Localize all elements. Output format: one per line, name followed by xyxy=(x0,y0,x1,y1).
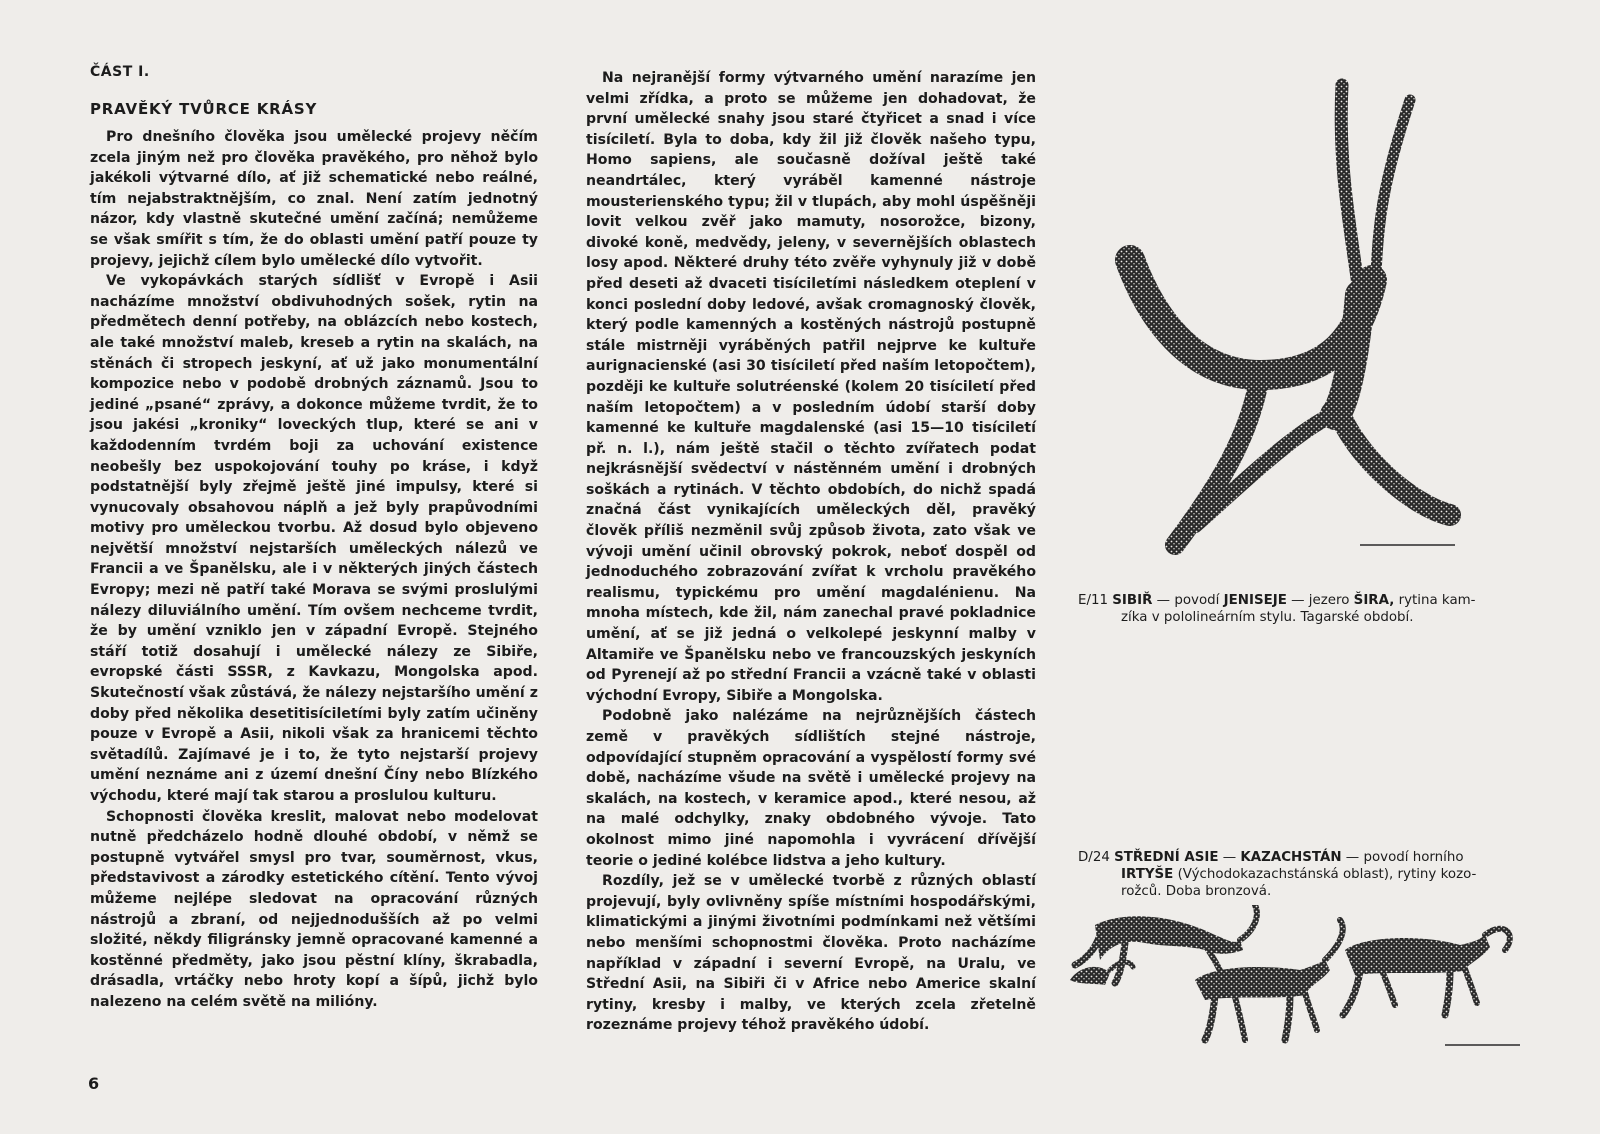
caption-place: SIBIŘ xyxy=(1112,593,1153,608)
ibex-petroglyphs-icon xyxy=(1065,905,1535,1085)
middle-text-column xyxy=(586,68,1036,1036)
page-number: 6 xyxy=(88,1074,100,1093)
caption-place: ŠIRA, xyxy=(1353,593,1395,608)
caption-place: STŘEDNÍ ASIE xyxy=(1114,850,1219,865)
caption-code: D/24 xyxy=(1078,850,1110,865)
chamois-petroglyph-icon xyxy=(1110,75,1490,555)
caption-place: KAZACHSTÁN xyxy=(1240,850,1342,865)
caption-text: rytina kam- xyxy=(1394,593,1476,608)
caption-text: — jezero xyxy=(1286,593,1354,608)
paragraph: Rozdíly, jež se v umělecké tvorbě z různých oblastí projevují, byly ovlivněny spíše místními hospodářskými, klimatickými a jinými životními podmínkami než většími nebo menšími schopnostmi člověka. Proto nacházíme například v západní i severní Evropě, na Uralu, ve Střední Asii, na Sibiři či v Africe nebo Americe skalní rytiny, kresby i malby, ve kterých zcela zřetelně rozeznáme projevy téhož pravěkého údobí. xyxy=(586,873,1036,1034)
caption-place: IRTYŠE xyxy=(1121,866,1174,882)
caption-e11 xyxy=(1078,593,1538,627)
caption-text: rožců. Doba bronzová. xyxy=(1121,883,1272,899)
part-label: ČÁST I. xyxy=(90,64,150,80)
caption-text: — xyxy=(1218,850,1241,865)
caption-text: (Východokazachstánská oblast), rytiny kozo- xyxy=(1173,866,1477,882)
paragraph: Na nejranější formy výtvarného umění narazíme jen velmi zřídka, a proto se můžeme jen dohadovat, že první umělecké snahy jsou staré čtyřicet a snad i více tisíciletí. Byla to doba, kdy žil již člověk našeho typu, Homo sapiens, ale současně dožíval ještě také neandrtálec, který vyráběl kamenné nástroje mousterienského typu; žil v tlupách, aby mohl úspěšněji lovit velkou zvěř jako mamuty, nosorožce, bizony, divoké koně, medvědy, jeleny, v severnějších oblastech losy apod. Některé druhy této zvěře vyhynuly již v době před deseti až dvaceti tisíciletími následkem oteplení v konci poslední doby ledové, avšak cromagnoský člověk, který podle kamenných a kostěných nástrojů postupně stále mistrněji vyráběných patřil nejprve ke kultuře aurignacienské (asi 30 tisíciletí před naším letopočtem), později ke kultuře solutréenské (kolem 20 tisíciletí před naším letopočtem) a v posledním údobí starší doby kamenné ke kultuře magdalenské (asi 15—10 tisíciletí př. n. l.), nám ještě stačil o těchto zvířatech podat nejkrásnější svědectví v nástěnném umění i drobných soškách a rytinách. V těchto obdobích, do nichž spadá značná část vynikajících uměleckých děl, pravěký člověk příliš nezměnil svůj způsob života, zato však ve vývoji umění učinil obrovský pokrok, neboť dospěl od jednoduchého zobrazování zvířat k vrcholu pravěkého realismu, typickému pro umění magdalénienu. Na mnoha místech, kde žil, nám zanechal pravé pokladnice umění, ať se již jedná o velkolepé jeskynní malby v Altamiře ve Španělsku nebo ve francouzských jeskyních od Pyrenejí až po střední Francii a vzácně také v oblasti východní Evropy, Sibiře a Mongolska. xyxy=(586,70,1036,704)
paragraph: Ve vykopávkách starých sídlišť v Evropě i Asii nacházíme množství obdivuhodných sošek, rytin na předmětech denní potřeby, na oblázcích nebo kostech, ale také množství maleb, kreseb a rytin na skalách, na stěnách či stropech jeskyní, ať už jako monumentální kompozice nebo v podobě drobných záznamů. Jsou to jediné „psané“ zprávy, a dokonce můžeme tvrdit, že to jsou jakési „kroniky“ loveckých tlup, které se ani v každodenním tvrdém boji za uchování existence neobešly bez uspokojování touhy po kráse, i když podstatnější byly zřejmě ještě jiné impulsy, které si vynucovaly obsahovou náplň a jež byly prapůvodními motivy pro uměleckou tvorbu. Až dosud bylo objeveno největší množství nejstarších uměleckých nálezů ve Francii a ve Španělsku, ale i v některých jiných částech Evropy; mezi ně patří také Morava se svými proslulými nálezy diluviálního umění. Tím ovšem nechceme tvrdit, že by umění vzniklo jen v západní Evropě. Stejného stáří totiž dosahují i umělecké nálezy ze Sibiře, evropské části SSSR, z Kavkazu, Mongolska apod. Skutečností však zůstává, že nálezy nejstaršího umění z doby před několika desetitisíciletími byly zatím učiněny pouze v Evropě a Asii, nikoli však za hranicemi těchto světadílů. Zajímavé je i to, že tyto nejstarší projevy umění neznáme ani z území dnešní Číny nebo Blízkého východu, které mají tak starou a proslulou kulturu. xyxy=(90,273,538,804)
paragraph: Pro dnešního člověka jsou umělecké projevy něčím zcela jiným než pro člověka pravěkého, pro něhož bylo jakékoli výtvarné dílo, ať již schematické nebo reálné, tím nejabstraktnějším, co znal. Není zatím jednotný názor, kdy vlastně skutečné umění začíná; nemůžeme se však smířit s tím, že do oblasti umění patří pouze ty projevy, jejichž cílem bylo umělecké dílo vytvořit. xyxy=(90,129,538,269)
caption-text: — povodí horního xyxy=(1341,850,1464,865)
caption-text: — povodí xyxy=(1152,593,1224,608)
caption-d24 xyxy=(1078,850,1538,900)
caption-place: JENISEJE xyxy=(1223,593,1287,608)
chapter-title: PRAVĚKÝ TVŮRCE KRÁSY xyxy=(90,100,318,118)
paragraph: Podobně jako nalézáme na nejrůznějších částech země v pravěkých sídlištích stejné nástroje, odpovídající stupněm opracování a vyspělostí formy své době, nacházíme všude na světě i umělecké projevy na skalách, na kostech, v keramice apod., které nesou, až na malé odchylky, znaky obdobného vývoje. Tato okolnost mimo jiné napomohla i vyvrácení dřívější teorie o jediné kolébce lidstva a jeho kultury. xyxy=(586,708,1036,869)
left-text-column xyxy=(90,127,538,1013)
caption-text: zíka v pololineárním stylu. Tagarské období. xyxy=(1121,609,1414,625)
caption-code: E/11 xyxy=(1078,593,1109,608)
paragraph: Schopnosti člověka kreslit, malovat nebo modelovat nutně předcházelo hodně dlouhé období, v němž se postupně vytvářel smysl pro tvar, souměrnost, vkus, představivost a zárodky estetického cítění. Tento vývoj můžeme nejlépe sledovat na opracování různých nástrojů a zbraní, od nejjednodušších až po velmi složité, někdy filigránsky jemně opracované kamenné a kostěnné předměty, jako jsou pěstní klíny, škrabadla, drásadla, vrtáčky nebo hroty kopí a šípů, jichž bylo nalezeno na celém světě na milióny. xyxy=(90,808,538,1010)
